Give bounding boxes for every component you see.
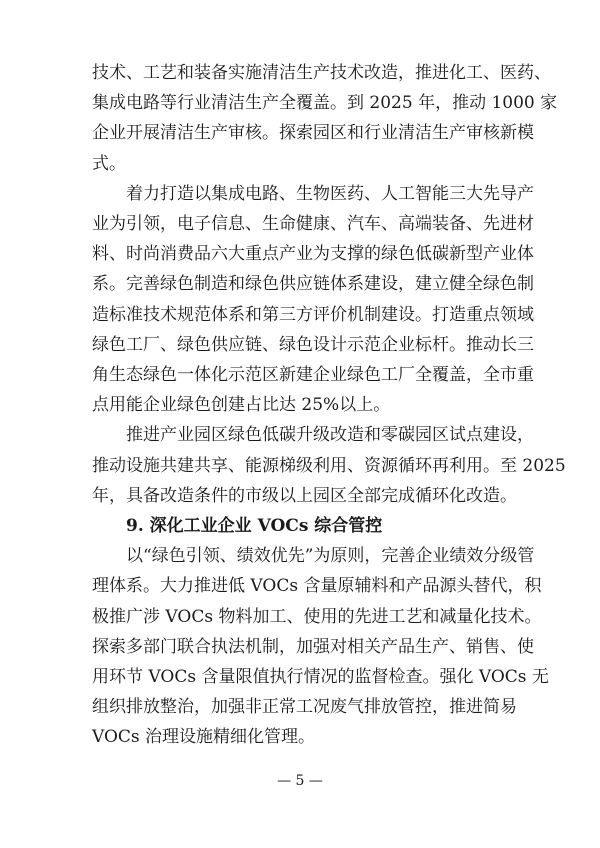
text-line-13: 推进产业园区绿色低碳升级改造和零碳园区试点建设， — [92, 425, 534, 446]
text-line-11: 角生态绿色一体化示范区新建企业绿色工厂全覆盖，全市重 — [92, 365, 534, 385]
text-line-23: VOCs 治理设施精细化管理。 — [92, 727, 316, 748]
text-line-19: 极推广涉 VOCs 物料加工、使用的先进工艺和减量化技术。 — [92, 606, 542, 627]
text-line-7: 料、时尚消费品六大重点产业为支撑的绿色低碳新型产业体 — [92, 244, 534, 265]
text-line-14: 推动设施共建共享、能源梯级利用、资源循环再利用。至 2025 — [92, 455, 566, 476]
text-line-21: 用环节 VOCs 含量限值执行情况的监督检查。强化 VOCs 无 — [92, 667, 549, 687]
text-line-18: 理体系。大力推进低 VOCs 含量原辅料和产品源头替代，积 — [92, 576, 542, 597]
text-line-3: 企业开展清洁生产审核。探索园区和行业清洁生产审核新模 — [92, 123, 534, 144]
text-line-6: 业为引领，电子信息、生命健康、汽车、高端装备、先进材 — [92, 214, 534, 234]
text-line-2: 集成电路等行业清洁生产全覆盖。到 2025 年，推动 1000 家 — [92, 93, 558, 114]
text-line-20: 探索多部门联合执法机制，加强对相关产品生产、销售、使 — [92, 636, 534, 657]
text-line-1: 技术、工艺和装备实施清洁生产技术改造，推进化工、医药、 — [92, 63, 551, 83]
text-line-12: 点用能企业绿色创建占比达 25%以上。 — [92, 395, 391, 416]
section-heading: 9. 深化工业企业 VOCs 综合管控 — [92, 516, 383, 536]
page-number: — 5 — — [277, 773, 323, 789]
text-line-9: 造标准技术规范体系和第三方评价机制建设。打造重点领域 — [92, 304, 534, 325]
text-line-17: 以“绿色引领、绩效优先”为原则，完善企业绩效分级管 — [92, 546, 535, 567]
text-line-4: 式。 — [92, 153, 126, 174]
text-line-8: 系。完善绿色制造和绿色供应链体系建设，建立健全绿色制 — [92, 274, 534, 295]
text-line-10: 绿色工厂、绿色供应链、绿色设计示范企业标杆。推动长三 — [92, 334, 534, 355]
text-line-15: 年，具备改造条件的市级以上园区全部完成循环化改造。 — [92, 485, 517, 506]
text-line-5: 着力打造以集成电路、生物医药、人工智能三大先导产 — [92, 183, 534, 204]
text-line-22: 组织排放整治，加强非正常工况废气排放管控，推进简易 — [92, 697, 517, 718]
